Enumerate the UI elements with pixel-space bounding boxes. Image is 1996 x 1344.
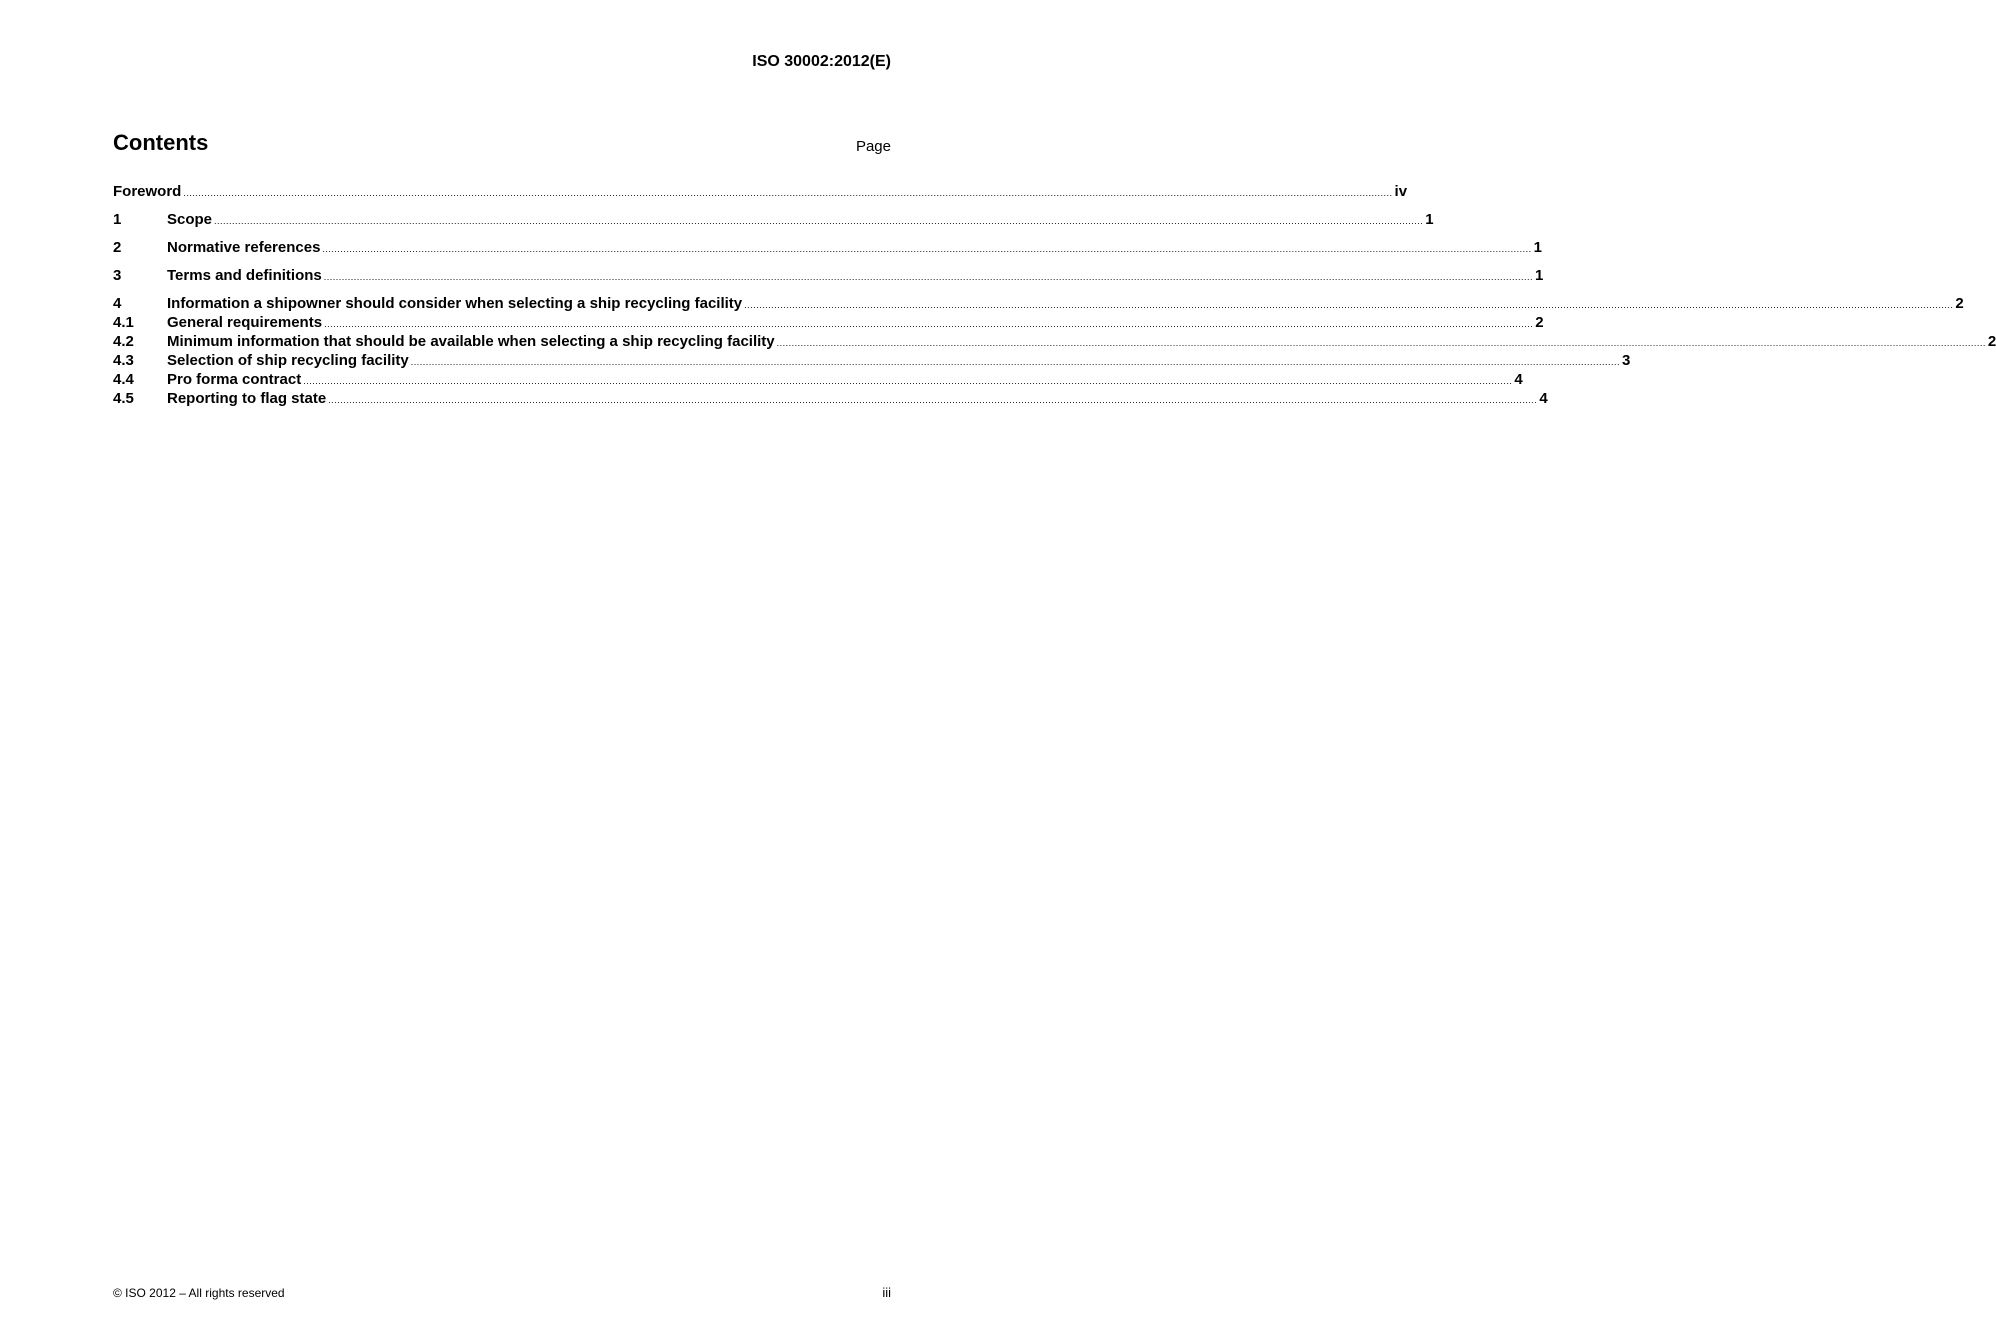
toc-entry-page: 3 xyxy=(1621,352,1631,369)
toc-entry-title: Minimum information that should be available when selecting a ship recycling facility xyxy=(167,333,775,350)
document-id: ISO 30002:2012(E) xyxy=(752,53,891,70)
toc-entry-page: 1 xyxy=(1534,267,1544,284)
leader-dots xyxy=(322,240,1531,259)
leader-dots xyxy=(214,212,1423,231)
toc-entry-4[interactable] xyxy=(113,294,1964,313)
toc-entry-number: 4 xyxy=(113,295,122,312)
toc-entry-2[interactable] xyxy=(113,238,1542,257)
page-number: iii xyxy=(882,1285,891,1300)
toc-entry-title: Pro forma contract xyxy=(167,371,302,388)
toc-entry-title: Reporting to flag state xyxy=(167,390,327,407)
toc-entry-title: Terms and definitions xyxy=(167,267,322,284)
toc-entry-title: Information a shipowner should consider when selecting a ship recycling facility xyxy=(167,295,743,312)
toc-entry-page: 1 xyxy=(1533,239,1542,256)
toc-entry-page: 1 xyxy=(1425,211,1434,228)
leader-dots xyxy=(183,184,1392,203)
copyright-notice: © ISO 2012 – All rights reserved xyxy=(113,1286,285,1300)
toc-entry-number: 2 xyxy=(113,239,122,256)
toc-entry-page: 2 xyxy=(1987,333,1996,350)
toc-entry-foreword[interactable] xyxy=(113,182,1408,201)
toc-entry-3[interactable] xyxy=(113,266,1544,285)
toc-entry-title: Scope xyxy=(167,211,213,228)
leader-dots xyxy=(328,391,1537,410)
leader-dots xyxy=(303,372,1512,391)
toc-entry-number: 4.3 xyxy=(113,352,134,369)
toc-entry-page: iv xyxy=(1394,183,1408,200)
toc-entry-4-1[interactable] xyxy=(113,313,1544,332)
toc-entry-number: 1 xyxy=(113,211,122,228)
table-of-contents xyxy=(113,182,1996,408)
toc-entry-number: 4.2 xyxy=(113,333,134,350)
toc-entry-number: 4.4 xyxy=(113,371,134,388)
toc-entry-title: Selection of ship recycling facility xyxy=(167,352,409,369)
toc-entry-title: General requirements xyxy=(167,314,323,331)
toc-entry-page: 4 xyxy=(1539,390,1548,407)
toc-entry-page: 2 xyxy=(1535,314,1544,331)
contents-title: Contents xyxy=(113,130,209,155)
toc-entry-4-5[interactable] xyxy=(113,389,1548,408)
toc-entry-4-2[interactable] xyxy=(113,332,1996,351)
page-column-label: Page xyxy=(855,138,891,155)
toc-entry-title: Foreword xyxy=(113,183,182,200)
toc-entry-number: 4.5 xyxy=(113,390,134,407)
toc-entry-title: Normative references xyxy=(167,239,321,256)
leader-dots xyxy=(411,353,1620,372)
toc-entry-page: 2 xyxy=(1955,295,1964,312)
toc-entry-number: 4.1 xyxy=(113,314,134,331)
leader-dots xyxy=(744,296,1953,315)
toc-entry-4-3[interactable] xyxy=(113,351,1631,370)
leader-dots xyxy=(324,268,1533,287)
toc-entry-number: 3 xyxy=(113,267,122,284)
toc-entry-page: 4 xyxy=(1514,371,1523,388)
toc-entry-1[interactable] xyxy=(113,210,1434,229)
leader-dots xyxy=(777,334,1986,353)
toc-entry-4-4[interactable] xyxy=(113,370,1523,389)
